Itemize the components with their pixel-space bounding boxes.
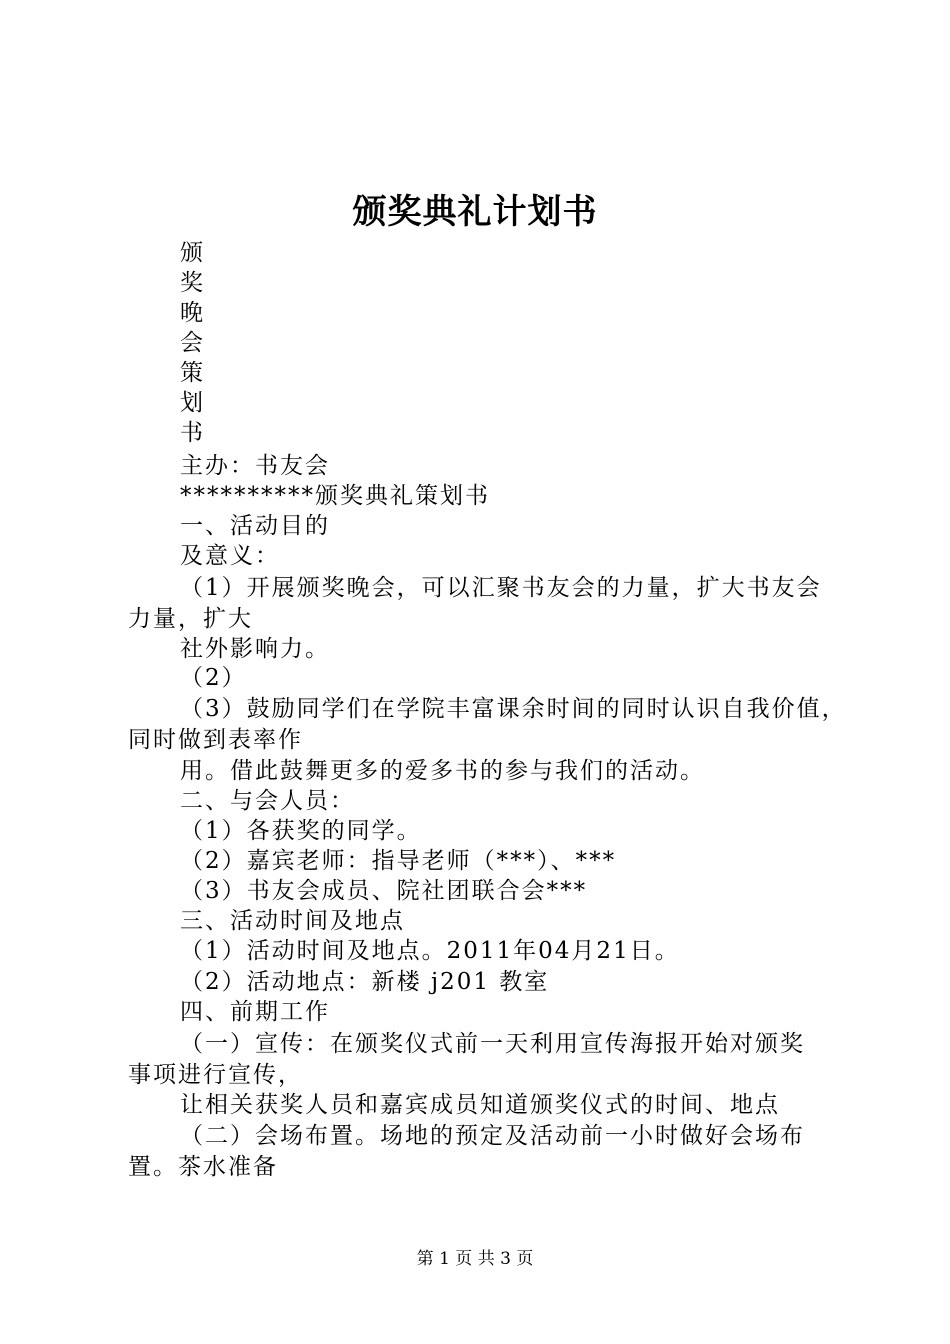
organizer-line: 主办：书友会 [180, 453, 330, 479]
paragraph-line: 力量，扩大 [128, 606, 253, 632]
paragraph-line: （2）活动地点：新楼 j201 教室 [180, 969, 550, 995]
vertical-char: 奖 [180, 270, 205, 296]
section-heading: 一、活动目的 [180, 513, 330, 539]
paragraph-line: （2） [180, 665, 247, 691]
paragraph-line: 事项进行宣传， [128, 1062, 303, 1088]
paragraph-line: 同时做到表率作 [128, 727, 303, 753]
paragraph-line: （3）书友会成员、院社团联合会*** [180, 878, 588, 904]
vertical-char: 策 [180, 360, 205, 386]
paragraph-line: 及意义： [180, 543, 280, 569]
vertical-char: 书 [180, 420, 205, 446]
paragraph-line: （1）各获奖的同学。 [180, 818, 422, 844]
paragraph-line: 用。借此鼓舞更多的爱多书的参与我们的活动。 [180, 758, 705, 784]
section-heading: 四、前期工作 [180, 999, 330, 1025]
document-title: 颁奖典礼计划书 [352, 192, 598, 232]
paragraph-line: （二）会场布置。场地的预定及活动前一小时做好会场布 [180, 1123, 805, 1149]
vertical-char: 会 [180, 330, 205, 356]
paragraph-line: （一）宣传：在颁奖仪式前一天利用宣传海报开始对颁奖 [180, 1031, 805, 1057]
paragraph-line: 社外影响力。 [180, 636, 330, 662]
vertical-char: 晚 [180, 300, 205, 326]
paragraph-line: 置。茶水准备 [128, 1154, 278, 1180]
paragraph-line: （2）嘉宾老师：指导老师（***）、*** [180, 848, 617, 874]
subtitle-line: **********颁奖典礼策划书 [180, 483, 490, 509]
page-footer: 第 1 页 共 3 页 [416, 1249, 534, 1269]
section-heading: 三、活动时间及地点 [180, 908, 405, 934]
paragraph-line: （1）开展颁奖晚会，可以汇聚书友会的力量，扩大书友会 [180, 575, 822, 601]
vertical-char: 划 [180, 390, 205, 416]
vertical-char: 颁 [180, 240, 205, 266]
paragraph-line: 让相关获奖人员和嘉宾成员知道颁奖仪式的时间、地点 [180, 1092, 780, 1118]
paragraph-line: （3）鼓励同学们在学院丰富课余时间的同时认识自我价值， [180, 696, 847, 722]
paragraph-line: （1）活动时间及地点。2011年04月21日。 [180, 938, 680, 964]
section-heading: 二、与会人员： [180, 788, 355, 814]
